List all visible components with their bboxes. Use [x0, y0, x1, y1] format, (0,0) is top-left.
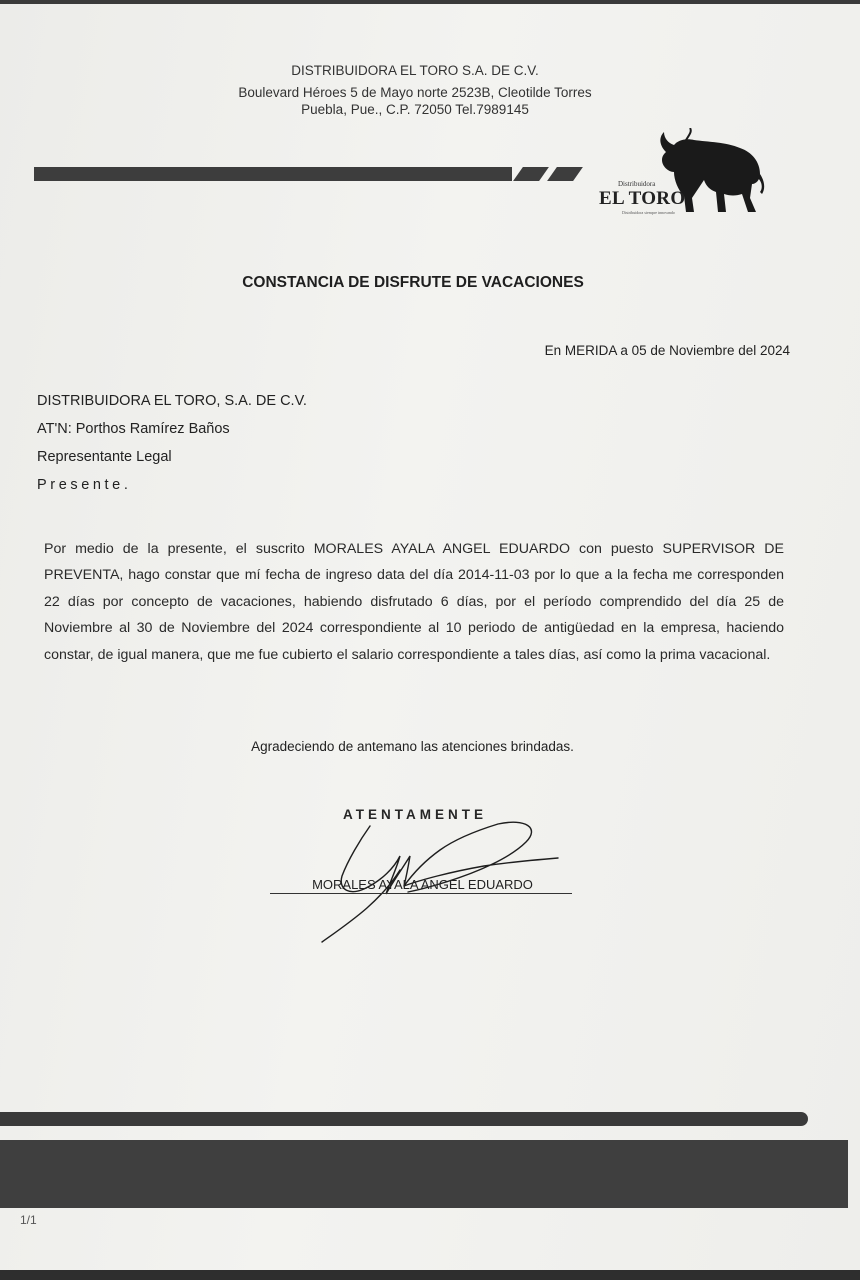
footer-bar-thick — [0, 1140, 848, 1208]
top-edge — [0, 0, 860, 4]
addressee-attention: AT'N: Porthos Ramírez Baños — [37, 421, 230, 437]
addressee-greeting: Presente. — [37, 477, 132, 493]
company-address-line2: Puebla, Pue., C.P. 72050 Tel.7989145 — [301, 102, 529, 117]
company-address-line1: Boulevard Héroes 5 de Mayo norte 2523B, Cleotilde Torres — [238, 85, 592, 100]
body-paragraph: Por medio de la presente, el suscrito MORALES AYALA ANGEL EDUARDO con puesto SUPERVISOR DE PREVENTA, hago constar que mí fecha de ingreso data del día 2014-11-03 por lo que a la fecha me corresponden 22 días por concepto de vacaciones, habiendo disfrutado 6 días, por el período comprendido del día 25 de Noviembre al 30 de Noviembre del 2024 correspondiente al 10 periodo de antigüedad en la empresa, haciendo constar, de igual manera, que me fue cubierto el salario correspondiente a tales días, así como la prima vacacional. — [44, 541, 784, 663]
company-logo — [598, 128, 770, 220]
footer-bar-thin — [0, 1112, 808, 1126]
page-number: 1/1 — [20, 1213, 37, 1227]
addressee-role: Representante Legal — [37, 449, 172, 465]
closing-text: ATENTAMENTE — [343, 807, 487, 822]
addressee-company: DISTRIBUIDORA EL TORO, S.A. DE C.V. — [37, 393, 307, 409]
logo-brand-text: EL TORO — [599, 188, 686, 209]
signer-name: MORALES AYALA ANGEL EDUARDO — [312, 877, 533, 892]
header-divider-block — [513, 167, 549, 181]
bottom-edge — [0, 1270, 860, 1280]
company-name: DISTRIBUIDORA EL TORO S.A. DE C.V. — [291, 63, 539, 78]
date-line: En MERIDA a 05 de Noviembre del 2024 — [544, 343, 790, 358]
logo-tagline: Distribuidora siempre innovando — [622, 210, 675, 215]
document-title: CONSTANCIA DE DISFRUTE DE VACACIONES — [242, 274, 584, 291]
logo-small-text: Distribuidora — [618, 180, 656, 188]
signature-line — [270, 893, 572, 894]
thanks-line: Agradeciendo de antemano las atenciones brindadas. — [251, 739, 574, 754]
header-divider-bar — [34, 167, 512, 181]
header-divider-block — [547, 167, 583, 181]
